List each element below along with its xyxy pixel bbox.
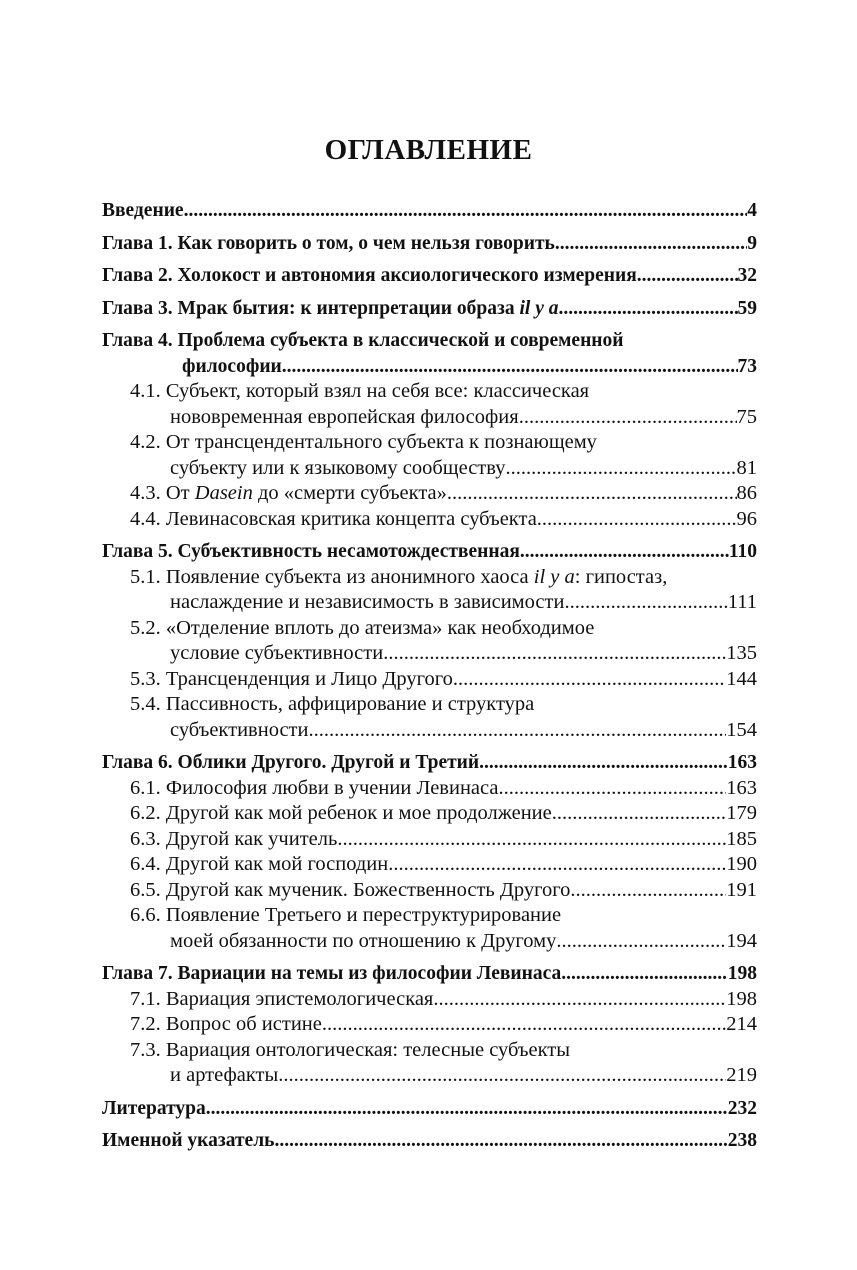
toc-section-5-1[interactable]: 5.1. Появление субъекта из анонимного хаоса il y a: гипостаз, наслаждение и независимость в зависимости ..... 111 (102, 565, 757, 616)
toc-label: Глава 3. Мрак бытия: к интерпретации образа il y a (102, 297, 559, 319)
toc-section-5-4[interactable]: 5.4. Пассивность, аффицирование и структура субъективности ..... 154 (102, 692, 757, 743)
toc-section-7-2[interactable]: 7.2. Вопрос об истине ..... 214 (102, 1012, 757, 1038)
toc-name-index[interactable]: Именной указатель ..... 238 (102, 1128, 757, 1154)
toc-chapter-3[interactable] (102, 296, 757, 322)
toc-section-6-1[interactable]: 6.1. Философия любви в учении Левинаса ..... 163 (102, 776, 757, 802)
toc-page: 110 (728, 541, 757, 562)
toc-chapter-1[interactable] (102, 231, 757, 257)
toc-page: 232 (727, 1097, 757, 1119)
toc-section-6-4[interactable]: 6.4. Другой как мой господин ..... 190 (102, 852, 757, 878)
toc-section-4-2[interactable]: 4.2. От трансцендентального субъекта к познающему субъекту или к языковому сообществу ..... 81 (102, 430, 757, 481)
toc-label: Глава 2. Холокост и автономия аксиологического измерения (102, 265, 637, 286)
toc-page: 9 (747, 232, 757, 254)
toc-page: 163 (727, 752, 757, 773)
toc-section-4-3[interactable]: 4.3. От Dasein до «смерти субъекта» ..... 86 (102, 481, 757, 507)
toc-section-6-2[interactable]: 6.2. Другой как мой ребенок и мое продолжение ..... 179 (102, 801, 757, 827)
toc-section-6-5[interactable]: 6.5. Другой как мученик. Божественность Другого ..... 191 (102, 878, 757, 904)
toc-section-7-3[interactable]: 7.3. Вариация онтологическая: телесные субъекты и артефакты ..... 219 (102, 1038, 757, 1089)
page-title: ОГЛАВЛЕНИЕ (324, 134, 533, 166)
toc-section-4-4[interactable]: 4.4. Левинасовская критика концепта субъекта ..... 96 (102, 507, 757, 533)
table-of-contents (102, 198, 757, 1154)
toc-chapter-6[interactable]: Глава 6. Облики Другого. Другой и Третий ..... 163 (102, 750, 757, 776)
toc-chapter-4[interactable]: Глава 4. Проблема субъекта в классической и современной философии ..... 73 (102, 328, 757, 379)
toc-page: 198 (727, 963, 757, 984)
toc-page: 32 (737, 265, 757, 286)
toc-label: Глава 1. Как говорить о том, о чем нельзя говорить (102, 232, 555, 254)
toc-page: 4 (747, 200, 757, 221)
toc-section-7-1[interactable]: 7.1. Вариация эпистемологическая ..... 198 (102, 987, 757, 1013)
toc-section-4-1[interactable]: 4.1. Субъект, который взял на себя все: классическая нововременная европейская философия ..... 75 (102, 379, 757, 430)
toc-page: 73 (737, 355, 757, 377)
toc-chapter-7[interactable]: Глава 7. Вариации на темы из философии Левинаса ..... 198 (102, 961, 757, 987)
toc-literature[interactable]: Литература ..... 232 (102, 1096, 757, 1122)
toc-chapter-5[interactable]: Глава 5. Субъективность несамотождественная ..... 110 (102, 539, 757, 565)
toc-page: 238 (727, 1130, 757, 1151)
toc-chapter-2[interactable] (102, 263, 757, 289)
toc-section-6-3[interactable]: 6.3. Другой как учитель ..... 185 (102, 827, 757, 853)
toc-section-6-6[interactable]: 6.6. Появление Третьего и переструктурирование моей обязанности по отношению к Другому ..... 194 (102, 903, 757, 954)
toc-label: Введение (102, 200, 184, 221)
toc-page: 59 (737, 297, 757, 319)
toc-section-5-2[interactable]: 5.2. «Отделение вплоть до атеизма» как необходимое условие субъективности ..... 135 (102, 616, 757, 667)
toc-intro[interactable] (102, 198, 757, 224)
toc-section-5-3[interactable]: 5.3. Трансценденция и Лицо Другого ..... 144 (102, 667, 757, 693)
